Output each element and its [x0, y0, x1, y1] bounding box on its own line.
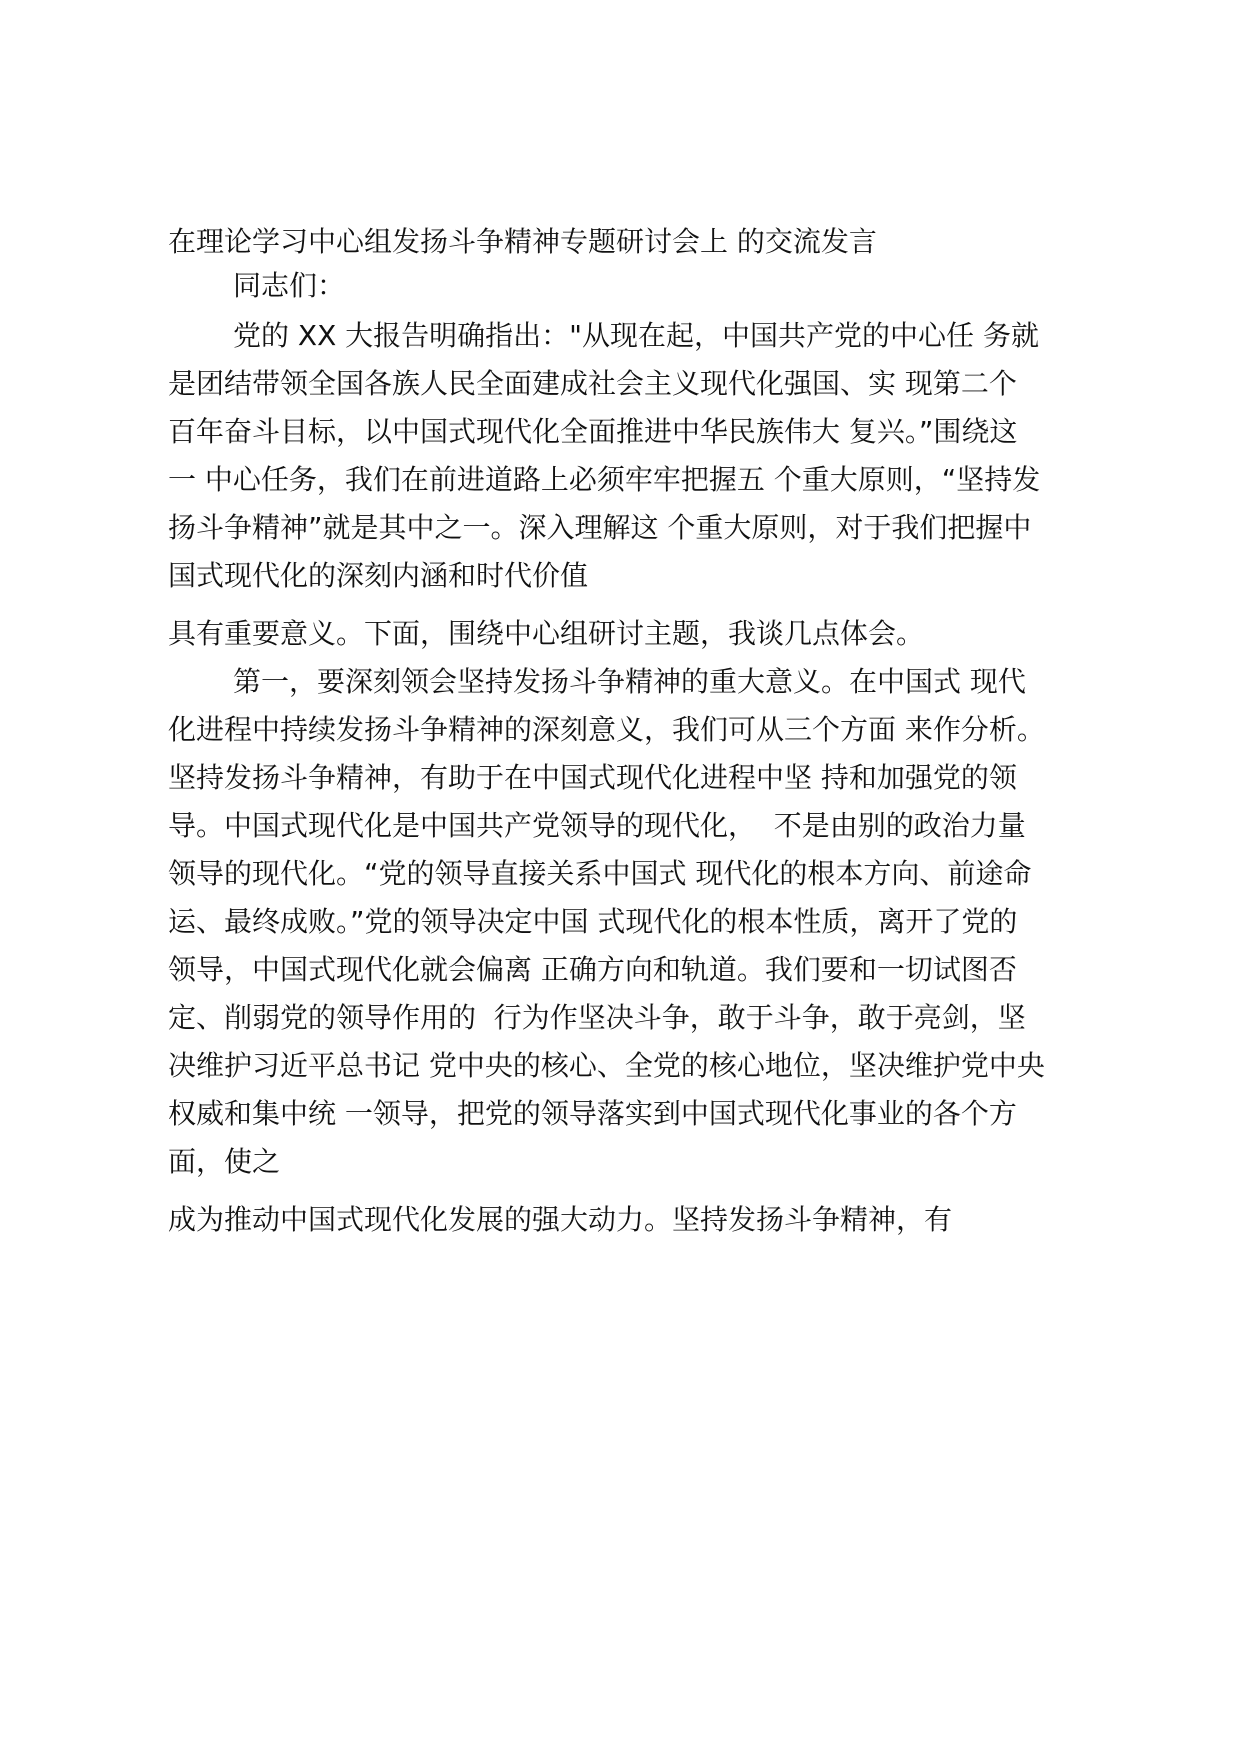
paragraph-1-continuation: 具有重要意义。下面，围绕中心组研讨主题，我谈几点体会。 — [168, 617, 925, 650]
paragraph-2-line: 面，使之 — [168, 1145, 281, 1178]
paragraph-1-line: 国式现代化的深刻内涵和时代价值 — [168, 559, 589, 592]
paragraph-2-line: 坚持发扬斗争精神，有助于在中国式现代化进程中坚 持和加强党的领 — [168, 761, 1017, 794]
paragraph-1-line: 是团结带领全国各族人民全面建成社会主义现代化强国、实 现第二个 — [168, 367, 1017, 400]
paragraph-1-line: 一 中心任务，我们在前进道路上必须牢牢把握五 个重大原则，“坚持发 — [168, 463, 1041, 496]
paragraph-2-continuation: 成为推动中国式现代化发展的强大动力。坚持发扬斗争精神，有 — [168, 1203, 953, 1236]
paragraph-2-line: 权威和集中统 一领导，把党的领导落实到中国式现代化事业的各个方 — [168, 1097, 1017, 1130]
paragraph-2-line: 第一，要深刻领会坚持发扬斗争精神的重大意义。在中国式 现代 — [233, 665, 1026, 698]
salutation: 同志们： — [233, 269, 346, 302]
document-title: 在理论学习中心组发扬斗争精神专题研讨会上 的交流发言 — [168, 225, 877, 258]
paragraph-2-line: 决维护习近平总书记 党中央的核心、全党的核心地位，坚决维护党中央 — [168, 1049, 1045, 1082]
paragraph-1-line: 百年奋斗目标，以中国式现代化全面推进中华民族伟大 复兴。”围绕这 — [168, 415, 1018, 448]
paragraph-2-line: 定、削弱党的领导作用的 行为作坚决斗争，敢于斗争，敢于亮剑，坚 — [168, 1001, 1026, 1034]
paragraph-2-line: 运、最终成败。”党的领导决定中国 式现代化的根本性质，离开了党的 — [168, 905, 1018, 938]
paragraph-2-line: 化进程中持续发扬斗争精神的深刻意义，我们可从三个方面 来作分析。 — [168, 713, 1045, 746]
paragraph-2-line: 领导，中国式现代化就会偏离 正确方向和轨道。我们要和一切试图否 — [168, 953, 1017, 986]
paragraph-2-line: 领导的现代化。“党的领导直接关系中国式 现代化的根本方向、前途命 — [168, 857, 1032, 890]
paragraph-2-line: 导。中国式现代化是中国共产党领导的现代化， 不是由别的政治力量 — [168, 809, 1026, 842]
paragraph-1-line: 党的 XX 大报告明确指出："从现在起，中国共产党的中心任 务就 — [233, 319, 1039, 352]
paragraph-1-line: 扬斗争精神”就是其中之一。深入理解这 个重大原则，对于我们把握中 — [168, 511, 1032, 544]
